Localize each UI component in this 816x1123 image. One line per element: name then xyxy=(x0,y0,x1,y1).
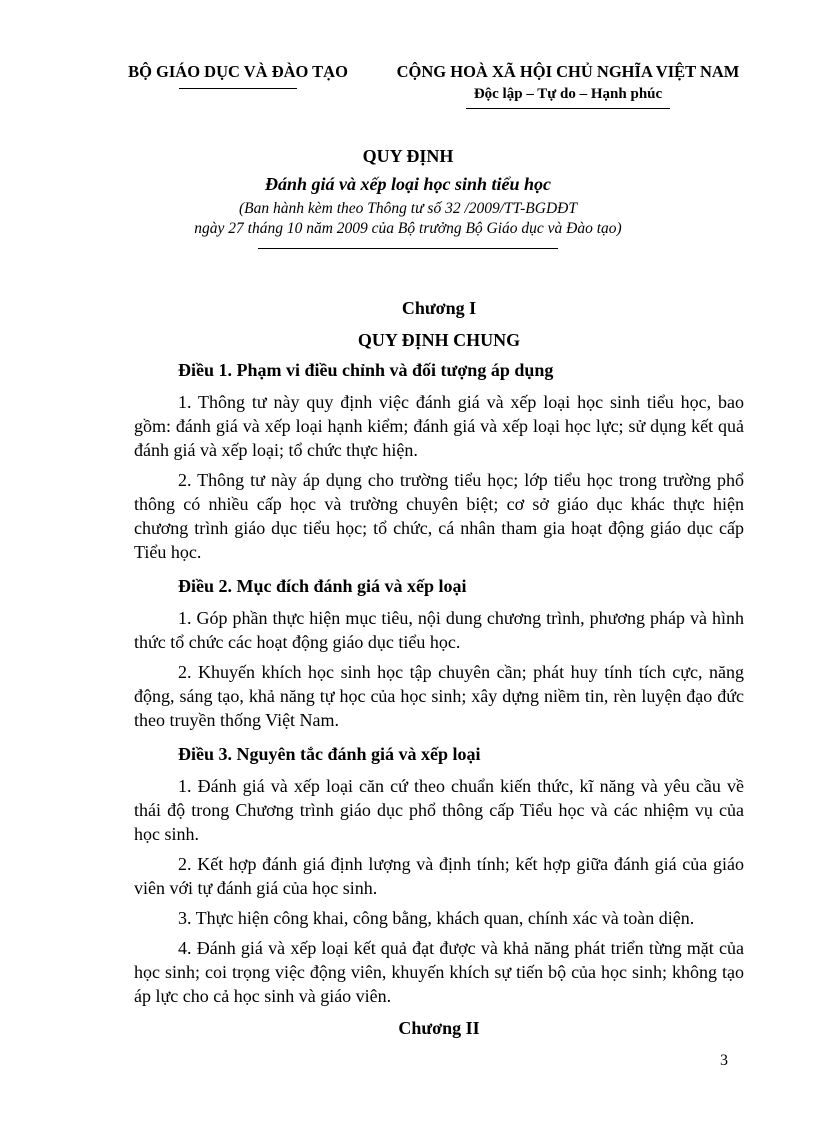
title-divider xyxy=(258,248,558,249)
document-title-block xyxy=(0,144,816,249)
document-subtitle: Đánh giá và xếp loại học sinh tiểu học xyxy=(264,174,552,194)
article-paragraph: 1. Đánh giá và xếp loại căn cứ theo chuẩn kiến thức, kĩ năng và yêu cầu về thái độ trong Chương trình giáo dục phổ thông cấp Tiểu học và các nhiệm vụ của học sinh. xyxy=(134,776,744,844)
ministry-name: BỘ GIÁO DỤC VÀ ĐÀO TẠO xyxy=(128,62,348,81)
nation-name: CỘNG HOÀ XÃ HỘI CHỦ NGHĨA VIỆT NAM xyxy=(396,62,740,81)
next-chapter-label: Chương II xyxy=(398,1018,480,1038)
ministry-header xyxy=(118,62,358,89)
article-heading: Điều 1. Phạm vi điều chỉnh và đối tượng áp dụng xyxy=(178,360,554,380)
article-paragraph: 2. Khuyến khích học sinh học tập chuyên cần; phát huy tính tích cực, năng động, sáng tạo, khả năng tự học của học sinh; xây dựng niềm tin, rèn luyện đạo đức theo truyền thống Việt Nam. xyxy=(134,662,744,730)
national-motto: Độc lập – Tự do – Hạnh phúc xyxy=(473,86,663,102)
article-paragraph: 1. Góp phần thực hiện mục tiêu, nội dung chương trình, phương pháp và hình thức tổ chức các hoạt động giáo dục tiểu học. xyxy=(134,608,744,652)
article-paragraph: 4. Đánh giá và xếp loại kết quả đạt được và khả năng phát triển từng mặt của học sinh; coi trọng việc động viên, khuyến khích sự tiến bộ của học sinh; không tạo áp lực cho cả học sinh và giáo viên. xyxy=(134,938,744,1006)
ministry-underline xyxy=(179,88,297,89)
motto-underline xyxy=(466,108,670,109)
article-heading: Điều 3. Nguyên tắc đánh giá và xếp loại xyxy=(178,744,481,764)
article-paragraph: 2. Kết hợp đánh giá định lượng và định tính; kết hợp giữa đánh giá của giáo viên với tự đánh giá của học sinh. xyxy=(134,854,744,898)
document-title: QUY ĐỊNH xyxy=(362,146,454,166)
document-body xyxy=(134,296,744,1040)
page-number: 3 xyxy=(720,1052,728,1069)
article-paragraph: 1. Thông tư này quy định việc đánh giá và xếp loại học sinh tiểu học, bao gồm: đánh giá và xếp loại hạnh kiểm; đánh giá và xếp loại học lực; sử dụng kết quả đánh giá và xếp loại; tổ chức thực hiện. xyxy=(134,392,744,460)
chapter-label: Chương I xyxy=(401,298,477,318)
nation-header xyxy=(380,62,756,109)
article-paragraph: 2. Thông tư này áp dụng cho trường tiểu học; lớp tiểu học trong trường phổ thông có nhiều cấp học và trường chuyên biệt; cơ sở giáo dục khác thực hiện chương trình giáo dục tiểu học; tổ chức, cá nhân tham gia hoạt động giáo dục cấp Tiểu học. xyxy=(134,470,744,562)
article-heading: Điều 2. Mục đích đánh giá và xếp loại xyxy=(178,576,467,596)
issuance-line-1: (Ban hành kèm theo Thông tư số 32 /2009/TT-BGDĐT xyxy=(239,200,577,217)
chapter-name: QUY ĐỊNH CHUNG xyxy=(357,330,521,350)
article-paragraph: 3. Thực hiện công khai, công bằng, khách quan, chính xác và toàn diện. xyxy=(178,908,695,928)
issuance-line-2: ngày 27 tháng 10 năm 2009 của Bộ trưởng Bộ Giáo dục và Đào tạo) xyxy=(194,220,622,237)
